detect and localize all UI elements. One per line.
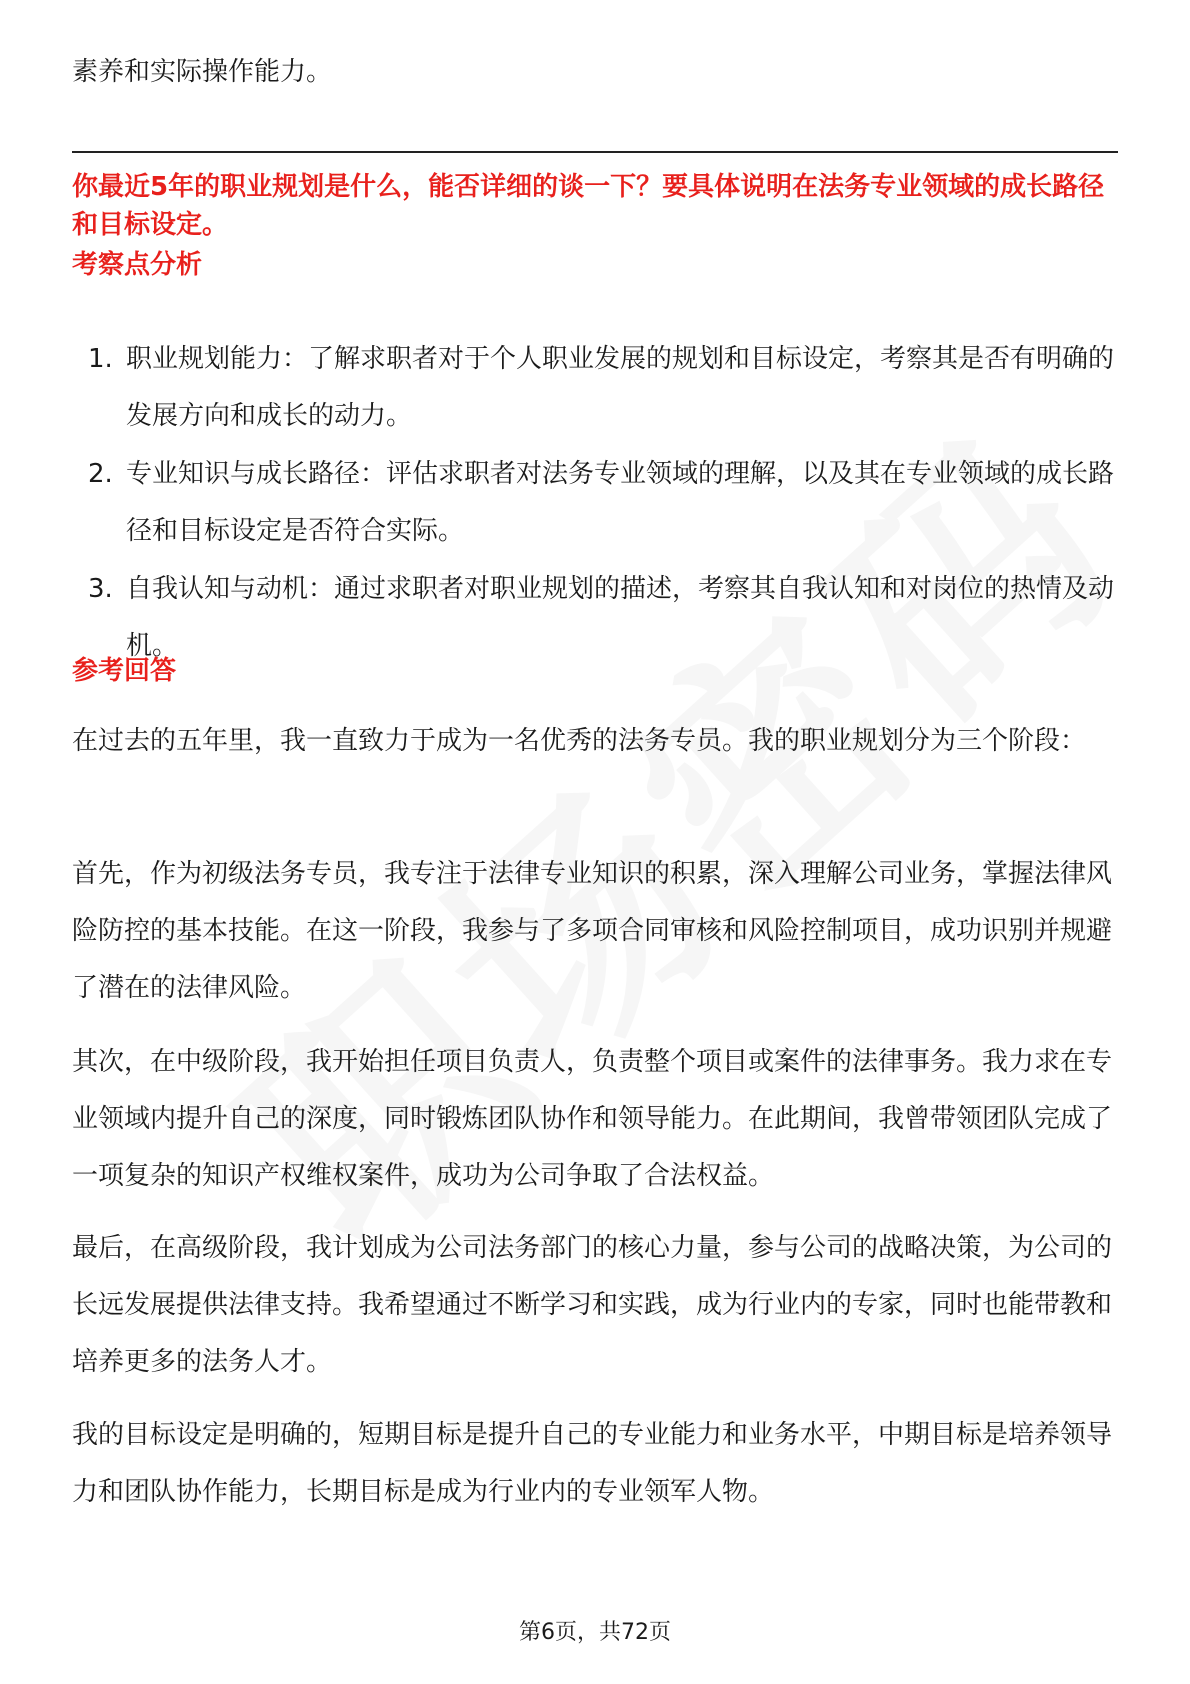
analysis-item-text: 专业知识与成长路径：评估求职者对法务专业领域的理解，以及其在专业领域的成长路径和目标设定是否符合实际。 bbox=[126, 459, 1115, 546]
interview-question: 你最近5年的职业规划是什么，能否详细的谈一下？要具体说明在法务专业领域的成长路径和目标设定。 bbox=[72, 172, 1105, 240]
answer-paragraph: 其次，在中级阶段，我开始担任项目负责人，负责整个项目或案件的法律事务。我力求在专业领域内提升自己的深度，同时锻炼团队协作和领导能力。在此期间，我曾带领团队完成了一项复杂的知识产权维权案件，成功为公司争取了合法权益。 bbox=[72, 1047, 1113, 1191]
continued-text: 素养和实际操作能力。 bbox=[72, 57, 333, 87]
list-number: 2. bbox=[88, 459, 113, 489]
analysis-item bbox=[72, 331, 1118, 445]
answer-paragraph: 在过去的五年里，我一直致力于成为一名优秀的法务专员。我的职业规划分为三个阶段： bbox=[72, 726, 1087, 756]
list-number: 3. bbox=[88, 574, 113, 604]
analysis-item-text: 职业规划能力：了解求职者对于个人职业发展的规划和目标设定，考察其是否有明确的发展方向和成长的动力。 bbox=[126, 344, 1115, 431]
answer-paragraph: 我的目标设定是明确的，短期目标是提升自己的专业能力和业务水平，中期目标是培养领导力和团队协作能力，长期目标是成为行业内的专业领军人物。 bbox=[72, 1420, 1113, 1507]
answer-paragraph: 最后，在高级阶段，我计划成为公司法务部门的核心力量，参与公司的战略决策，为公司的长远发展提供法律支持。我希望通过不断学习和实践，成为行业内的专家，同时也能带教和培养更多的法务人才。 bbox=[72, 1233, 1113, 1377]
answer-paragraph: 首先，作为初级法务专员，我专注于法律专业知识的积累，深入理解公司业务，掌握法律风险防控的基本技能。在这一阶段，我参与了多项合同审核和风险控制项目，成功识别并规避了潜在的法律风险。 bbox=[72, 859, 1113, 1003]
analysis-item bbox=[72, 561, 1118, 675]
analysis-item-text: 自我认知与动机：通过求职者对职业规划的描述，考察其自我认知和对岗位的热情及动机。 bbox=[126, 574, 1115, 661]
analysis-heading: 考察点分析 bbox=[72, 250, 203, 280]
section-divider bbox=[72, 151, 1118, 153]
list-number: 1. bbox=[88, 344, 113, 374]
page-number: 第6页，共72页 bbox=[519, 1620, 671, 1645]
answer-heading: 参考回答 bbox=[72, 656, 177, 686]
analysis-list bbox=[72, 331, 1118, 676]
analysis-item bbox=[72, 446, 1118, 560]
